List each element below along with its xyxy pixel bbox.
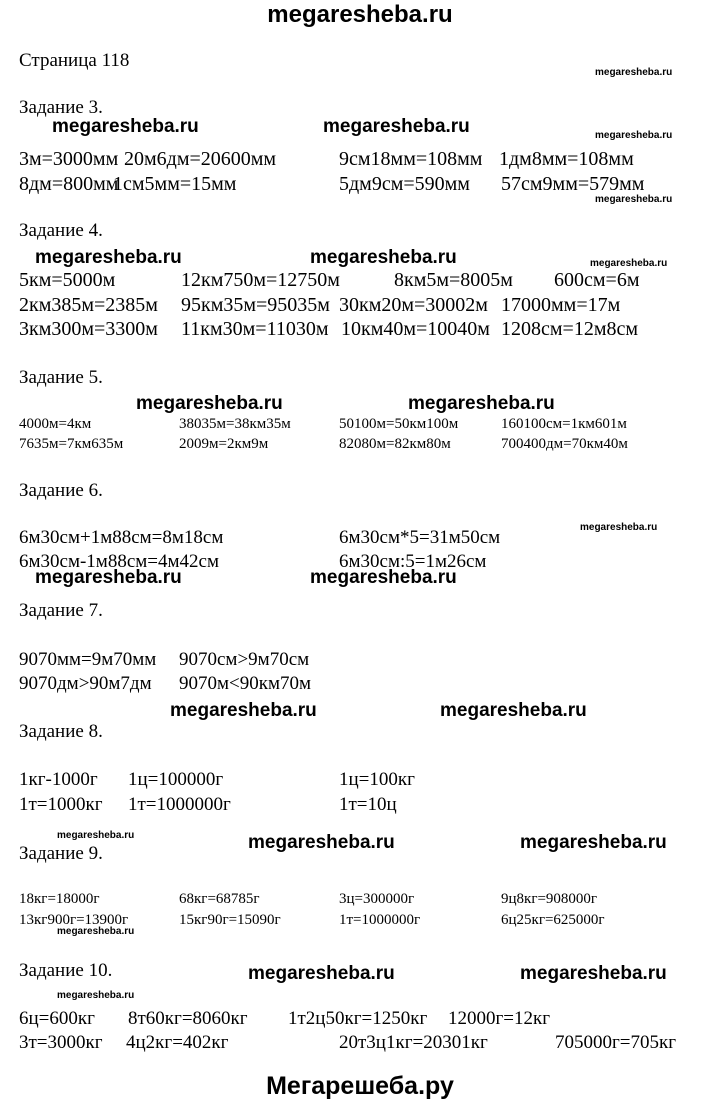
watermark-big: megaresheba.ru xyxy=(35,247,182,268)
task-10-cell: 8т60кг=8060кг xyxy=(128,1008,248,1029)
task-4-cell: 95км35м=95035м xyxy=(181,294,330,316)
watermark-small: megaresheba.ru xyxy=(57,830,135,841)
task-4-cell: 30км20м=30002м xyxy=(339,294,488,316)
page-label: Страница 118 xyxy=(19,50,130,71)
task-10-cell: 6ц=600кг xyxy=(19,1008,95,1029)
task-7-cell: 9070дм>90м7дм xyxy=(19,673,152,694)
task-4-cell: 1208см=12м8см xyxy=(501,318,639,340)
task-9-title: Задание 9. xyxy=(19,843,103,864)
watermark-big: megaresheba.ru xyxy=(310,247,457,268)
watermark-big: megaresheba.ru xyxy=(520,963,667,984)
task-8-cell: 1кг-1000г xyxy=(19,769,98,790)
task-5-cell: 160100см=1км601м xyxy=(501,416,627,432)
task-10-cell: 12000г=12кг xyxy=(448,1008,551,1029)
task-5-title: Задание 5. xyxy=(19,367,103,388)
task-4-cell: 12км750м=12750м xyxy=(181,269,340,291)
task-9-cell: 13кг900г=13900г xyxy=(19,912,129,928)
task-6-cell: 6м30см-1м88см=4м42см xyxy=(19,551,219,572)
watermark-big: megaresheba.ru xyxy=(136,393,283,414)
task-4-cell: 10км40м=10040м xyxy=(341,318,490,340)
task-6-cell: 6м30см:5=1м26см xyxy=(339,551,487,572)
task-5-cell: 4000м=4км xyxy=(19,416,92,432)
task-8-cell: 1ц=100000г xyxy=(128,769,224,790)
task-3-cell: 9см18мм=108мм xyxy=(339,148,483,170)
watermark-big: megaresheba.ru xyxy=(323,116,470,137)
watermark-big: megaresheba.ru xyxy=(440,700,587,721)
task-4-cell: 5км=5000м xyxy=(19,269,116,291)
watermark-big: megaresheba.ru xyxy=(310,567,457,588)
watermark-big: megaresheba.ru xyxy=(52,116,199,137)
watermark-big: megaresheba.ru xyxy=(408,393,555,414)
task-3-cell: 3м=3000мм xyxy=(19,148,119,170)
task-5-cell: 82080м=82км80м xyxy=(339,436,451,452)
task-10-cell: 20т3ц1кг=20301кг xyxy=(339,1032,488,1053)
task-10-title: Задание 10. xyxy=(19,960,113,981)
watermark-small: megaresheba.ru xyxy=(57,990,135,1001)
task-9-cell: 15кг90г=15090г xyxy=(179,912,281,928)
task-4-cell: 2км385м=2385м xyxy=(19,294,158,316)
task-4-cell: 8км5м=8005м xyxy=(394,269,513,291)
site-title: megaresheba.ru xyxy=(267,1,453,28)
task-8-cell: 1т=1000000г xyxy=(128,794,231,815)
task-8-cell: 1т=10ц xyxy=(339,794,397,815)
task-4-cell: 3км300м=3300м xyxy=(19,318,158,340)
task-9-cell: 3ц=300000г xyxy=(339,891,415,907)
task-9-cell: 6ц25кг=625000г xyxy=(501,912,605,928)
task-7-cell: 9070см>9м70см xyxy=(179,649,310,670)
watermark-small: megaresheba.ru xyxy=(590,258,668,269)
task-3-cell: 5дм9см=590мм xyxy=(339,173,470,195)
watermark-big: megaresheba.ru xyxy=(248,963,395,984)
watermark-small: megaresheba.ru xyxy=(57,926,135,937)
task-5-cell: 38035м=38км35м xyxy=(179,416,291,432)
task-4-cell: 600см=6м xyxy=(554,269,640,291)
watermark-small: megaresheba.ru xyxy=(580,522,658,533)
task-9-cell: 9ц8кг=908000г xyxy=(501,891,598,907)
watermark-big: megaresheba.ru xyxy=(170,700,317,721)
task-5-cell: 700400дм=70км40м xyxy=(501,436,628,452)
task-3-cell: 1дм8мм=108мм xyxy=(499,148,634,170)
task-9-cell: 68кг=68785г xyxy=(179,891,260,907)
task-7-title: Задание 7. xyxy=(19,600,103,621)
task-3-cell: 57см9мм=579мм xyxy=(501,173,645,195)
task-9-cell: 1т=1000000г xyxy=(339,912,421,928)
watermark-big: megaresheba.ru xyxy=(35,567,182,588)
task-6-title: Задание 6. xyxy=(19,480,103,501)
task-6-cell: 6м30см+1м88см=8м18см xyxy=(19,527,224,548)
task-3-cell: 1см5мм=15мм xyxy=(113,173,237,195)
watermark-small: megaresheba.ru xyxy=(595,194,673,205)
task-5-cell: 7635м=7км635м xyxy=(19,436,124,452)
task-4-cell: 17000мм=17м xyxy=(501,294,621,316)
task-3-cell: 20м6дм=20600мм xyxy=(124,148,277,170)
task-10-cell: 4ц2кг=402кг xyxy=(126,1032,229,1053)
task-8-title: Задание 8. xyxy=(19,721,103,742)
task-3-cell: 8дм=800мм xyxy=(19,173,119,195)
watermark-small: megaresheba.ru xyxy=(595,67,673,78)
task-8-cell: 1ц=100кг xyxy=(339,769,415,790)
watermark-small: megaresheba.ru xyxy=(595,130,673,141)
task-7-cell: 9070мм=9м70мм xyxy=(19,649,157,670)
watermark-big: megaresheba.ru xyxy=(520,832,667,853)
task-4-title: Задание 4. xyxy=(19,220,103,241)
task-5-cell: 50100м=50км100м xyxy=(339,416,459,432)
task-7-cell: 9070м<90км70м xyxy=(179,673,312,694)
task-6-cell: 6м30см*5=31м50см xyxy=(339,527,501,548)
task-10-cell: 705000г=705кг xyxy=(555,1032,677,1053)
task-3-title: Задание 3. xyxy=(19,97,103,118)
task-10-cell: 3т=3000кг xyxy=(19,1032,103,1053)
task-5-cell: 2009м=2км9м xyxy=(179,436,269,452)
task-9-cell: 18кг=18000г xyxy=(19,891,100,907)
task-4-cell: 11км30м=11030м xyxy=(181,318,329,340)
task-8-cell: 1т=1000кг xyxy=(19,794,103,815)
site-footer: Мегарешеба.ру xyxy=(266,1072,454,1100)
watermark-big: megaresheba.ru xyxy=(248,832,395,853)
task-10-cell: 1т2ц50кг=1250кг xyxy=(288,1008,428,1029)
